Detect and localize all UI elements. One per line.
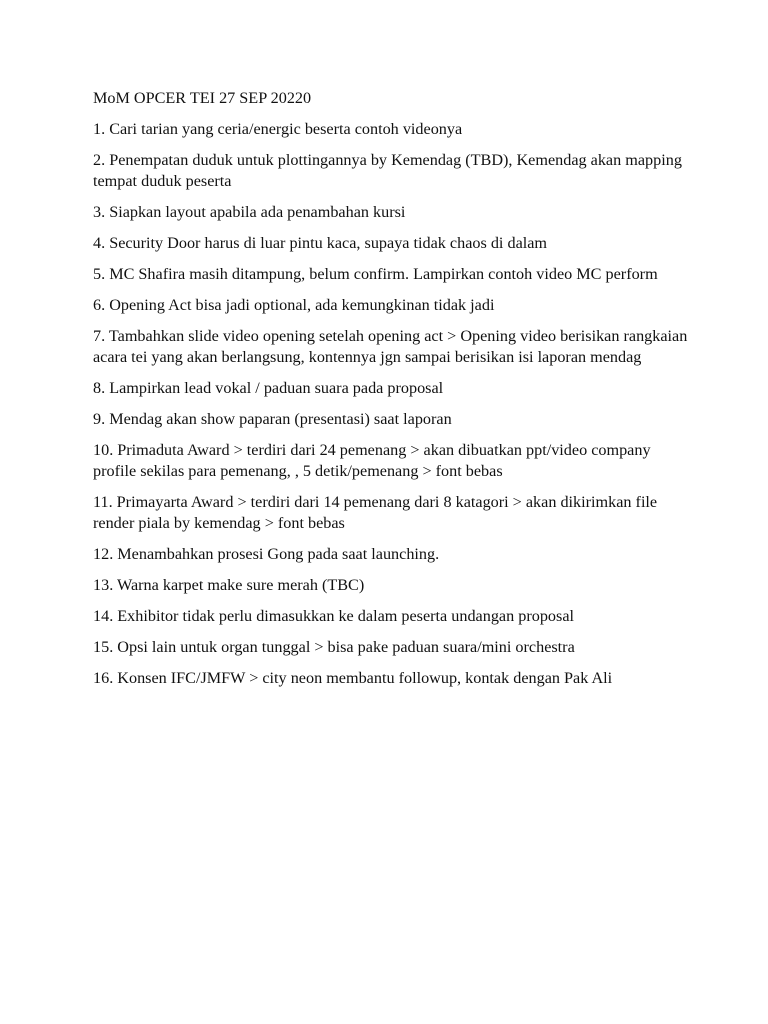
minutes-item-4: 4. Security Door harus di luar pintu kaca, supaya tidak chaos di dalam	[93, 234, 548, 252]
minutes-item-12: 12. Menambahkan prosesi Gong pada saat launching.	[93, 545, 440, 563]
minutes-item-7: 7. Tambahkan slide video opening setelah opening act > Opening video berisikan rangkaian acara tei yang akan berlangsung, kontennya jgn sampai berisikan isi laporan mendag	[93, 327, 688, 366]
minutes-item-2: 2. Penempatan duduk untuk plottingannya by Kemendag (TBD), Kemendag akan mapping tempat duduk peserta	[93, 151, 682, 190]
minutes-item-6: 6. Opening Act bisa jadi optional, ada kemungkinan tidak jadi	[93, 296, 495, 314]
minutes-item-13: 13. Warna karpet make sure merah (TBC)	[93, 576, 365, 594]
minutes-item-8: 8. Lampirkan lead vokal / paduan suara pada proposal	[93, 379, 444, 397]
minutes-item-16: 16. Konsen IFC/JMFW > city neon membantu followup, kontak dengan Pak Ali	[93, 669, 613, 687]
minutes-item-10: 10. Primaduta Award > terdiri dari 24 pemenang > akan dibuatkan ppt/video company profile sekilas para pemenang, , 5 detik/pemenang > font bebas	[93, 441, 651, 480]
minutes-item-9: 9. Mendag akan show paparan (presentasi) saat laporan	[93, 410, 452, 428]
minutes-item-5: 5. MC Shafira masih ditampung, belum confirm. Lampirkan contoh video MC perform	[93, 265, 658, 283]
minutes-item-14: 14. Exhibitor tidak perlu dimasukkan ke dalam peserta undangan proposal	[93, 607, 575, 625]
document-title: MoM OPCER TEI 27 SEP 20220	[93, 89, 312, 107]
minutes-item-15: 15. Opsi lain untuk organ tunggal > bisa pake paduan suara/mini orchestra	[93, 638, 575, 656]
minutes-item-11: 11. Primayarta Award > terdiri dari 14 pemenang dari 8 katagori > akan dikirimkan file render piala by kemendag > font bebas	[93, 493, 658, 532]
minutes-item-1: 1. Cari tarian yang ceria/energic beserta contoh videonya	[93, 120, 463, 138]
minutes-item-3: 3. Siapkan layout apabila ada penambahan kursi	[93, 203, 406, 221]
document-body	[93, 88, 693, 699]
